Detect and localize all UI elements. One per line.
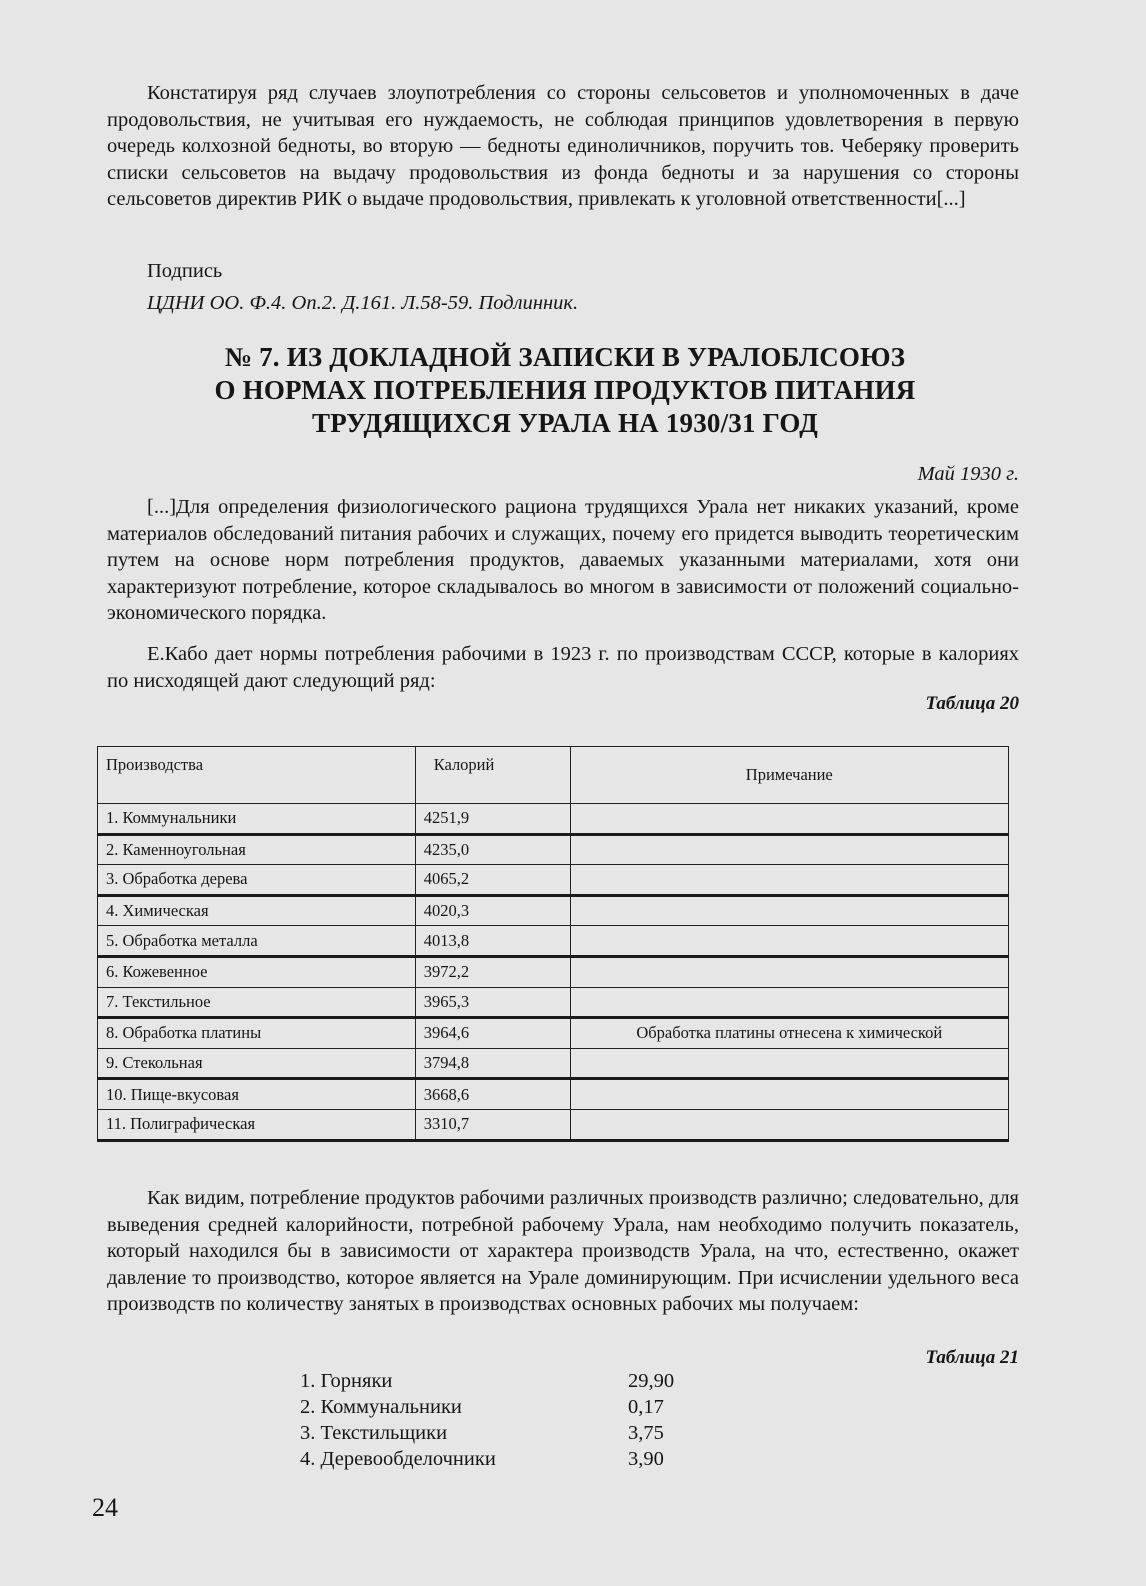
table-row	[98, 1048, 1009, 1079]
item-name: 2. Коммунальники	[300, 1396, 462, 1418]
header-calories: Калорий	[415, 747, 570, 804]
document-title	[100, 341, 1030, 440]
row-calories: 4251,9	[415, 804, 570, 835]
row-note	[570, 926, 1008, 957]
table-row	[98, 834, 1009, 865]
signature: Подпись	[147, 260, 223, 282]
list-item	[300, 1448, 674, 1474]
row-name: 8. Обработка платины	[98, 1018, 416, 1049]
page-number: 24	[92, 1493, 118, 1522]
title-line-3: ТРУДЯЩИХСЯ УРАЛА НА 1930/31 ГОД	[311, 408, 819, 438]
row-calories: 3964,6	[415, 1018, 570, 1049]
header-note: Примечание	[570, 747, 1008, 804]
row-name: 7. Текстильное	[98, 987, 416, 1018]
row-name: 6. Кожевенное	[98, 956, 416, 987]
paragraph-1: [...]Для определения физиологического рациона трудящихся Урала нет никаких указаний, кроме материалов обследований питания рабочих и служащих, почему его придется выводить теоретическим путем на основе норм потребления продуктов, даваемых указанными материалами, хотя они характеризуют потребление, которое складывалось во многом в зависимости от положений социально-экономического порядка.	[107, 496, 1019, 624]
table21-caption: Таблица 21	[925, 1347, 1019, 1368]
row-name: 9. Стекольная	[98, 1048, 416, 1079]
row-name: 4. Химическая	[98, 895, 416, 926]
archive-source: ЦДНИ ОО. Ф.4. Оп.2. Д.161. Л.58-59. Подлинник.	[147, 292, 579, 314]
title-line-2: О НОРМАХ ПОТРЕБЛЕНИЯ ПРОДУКТОВ ПИТАНИЯ	[214, 375, 916, 405]
item-value: 3,90	[628, 1448, 664, 1470]
header-production: Производства	[98, 747, 416, 804]
list-item	[300, 1422, 674, 1448]
row-name: 2. Каменноугольная	[98, 834, 416, 865]
table-row	[98, 865, 1009, 896]
table20-caption: Таблица 20	[925, 693, 1019, 714]
document-date: Май 1930 г.	[917, 463, 1019, 485]
table-row	[98, 895, 1009, 926]
row-calories: 3310,7	[415, 1109, 570, 1140]
table-row	[98, 1079, 1009, 1110]
row-calories: 4013,8	[415, 926, 570, 957]
row-name: 5. Обработка металла	[98, 926, 416, 957]
row-note: Обработка платины отнесена к химической	[570, 1018, 1008, 1049]
table-row	[98, 1109, 1009, 1140]
list-item	[300, 1370, 674, 1396]
row-calories: 4065,2	[415, 865, 570, 896]
table-20	[97, 746, 1009, 1142]
table-row	[98, 987, 1009, 1018]
row-note	[570, 834, 1008, 865]
row-calories: 4235,0	[415, 834, 570, 865]
item-value: 3,75	[628, 1422, 664, 1444]
row-name: 10. Пище-вкусовая	[98, 1079, 416, 1110]
paragraph-2: Е.Кабо дает нормы потребления рабочими в 1923 г. по производствам СССР, которые в калориях по нисходящей дают следующий ряд:	[107, 643, 1019, 692]
item-value: 29,90	[628, 1370, 675, 1392]
row-note	[570, 804, 1008, 835]
row-calories: 3972,2	[415, 956, 570, 987]
table-21	[300, 1370, 674, 1474]
table-row	[98, 804, 1009, 835]
list-item	[300, 1396, 674, 1422]
row-name: 1. Коммунальники	[98, 804, 416, 835]
row-note	[570, 956, 1008, 987]
row-note	[570, 1048, 1008, 1079]
item-name: 3. Текстильщики	[300, 1422, 448, 1444]
row-name: 3. Обработка дерева	[98, 865, 416, 896]
row-note	[570, 1109, 1008, 1140]
intro-paragraph: Констатируя ряд случаев злоупотребления со стороны сельсоветов и уполномоченных в даче продовольствия, не учитывая его нуждаемость, не соблюдая принципов удовлетворения в первую очередь колхозной бедноты, во вторую — бедноты единоличников, поручить тов. Чеберяку проверить списки сельсоветов на выдачу продовольствия из фонда бедноты и за нарушения со стороны сельсоветов директив РИК о выдаче продовольствия, привлекать к уголовной ответственности[...]	[107, 82, 1019, 210]
row-calories: 4020,3	[415, 895, 570, 926]
row-note	[570, 865, 1008, 896]
row-note	[570, 895, 1008, 926]
table-row	[98, 926, 1009, 957]
item-name: 1. Горняки	[300, 1370, 393, 1392]
paragraph-3: Как видим, потребление продуктов рабочими различных производств различно; следовательно, для выведения средней калорийности, потребной рабочему Урала, нам необходимо получить показатель, который находился бы в зависимости от характера производств Урала, на что, естественно, окажет давление то производство, которое является на Урале доминирующим. При исчислении удельного веса производств по количеству занятых в производствах основных рабочих мы получаем:	[107, 1187, 1019, 1315]
table-row	[98, 956, 1009, 987]
title-line-1: № 7. ИЗ ДОКЛАДНОЙ ЗАПИСКИ В УРАЛОБЛСОЮЗ	[224, 342, 906, 372]
row-calories: 3668,6	[415, 1079, 570, 1110]
row-name: 11. Полиграфическая	[98, 1109, 416, 1140]
row-note	[570, 1079, 1008, 1110]
table-row	[98, 1018, 1009, 1049]
row-note	[570, 987, 1008, 1018]
item-name: 4. Деревообделочники	[300, 1448, 496, 1470]
row-calories: 3794,8	[415, 1048, 570, 1079]
row-calories: 3965,3	[415, 987, 570, 1018]
item-value: 0,17	[628, 1396, 664, 1418]
